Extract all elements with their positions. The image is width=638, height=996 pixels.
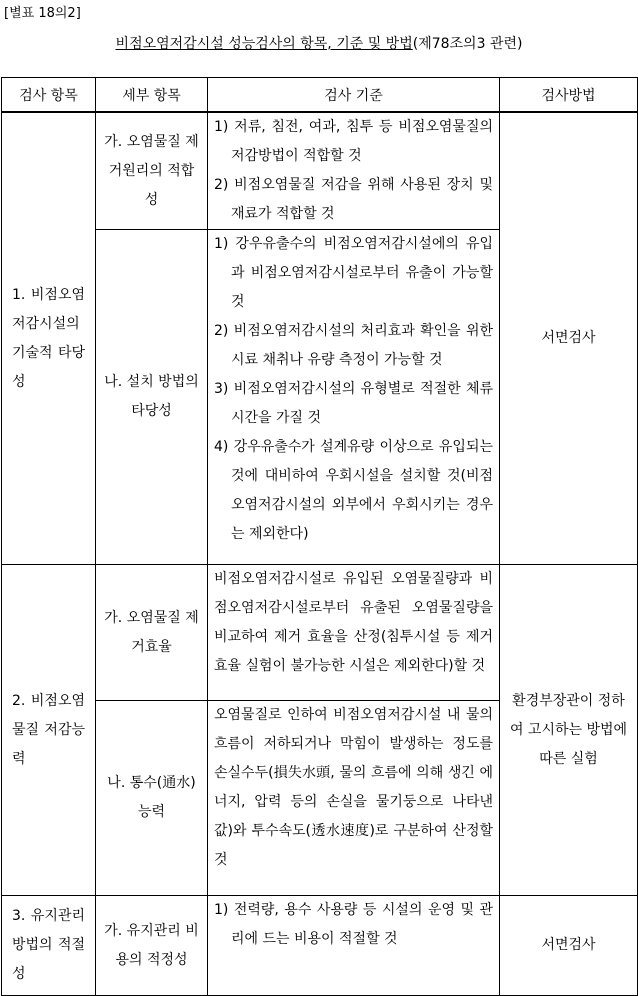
document-title [0, 33, 638, 53]
table-row [2, 565, 638, 701]
inspection-method: 서면검사 [500, 112, 638, 565]
inspection-item: 1. 비점오염저감시설의 기술적 타당성 [2, 112, 96, 565]
criteria-line: 1) 전력량, 용수 사용량 등 시설의 운영 및 관리에 드는 비용이 적절할 것 [214, 902, 493, 947]
annex-label: [별표 18의2] [4, 6, 81, 21]
column-header-detail: 세부 항목 [96, 78, 208, 113]
table-header-row [2, 78, 638, 113]
criteria-line: 2) 비점오염저감시설의 처리효과 확인을 위한 시료 채취나 유량 측정이 가능할 것 [214, 323, 493, 368]
criteria-cell [208, 112, 500, 230]
inspection-method: 환경부장관이 정하여 고시하는 방법에 따른 실험 [500, 565, 638, 896]
criteria-cell [208, 230, 500, 565]
criteria-line: 4) 강우유출수가 설계유량 이상으로 유입되는 것에 대비하여 우회시설을 설치할 것(비점오염저감시설의 외부에서 우회시키는 경우는 제외한다) [214, 439, 493, 542]
detail-item: 나. 설치 방법의 타당성 [96, 230, 208, 565]
criteria-line: 1) 저류, 침전, 여과, 침투 등 비점오염물질의 저감방법이 적합할 것 [214, 119, 493, 164]
criteria-cell [208, 565, 500, 701]
criteria-line: 2) 비점오염물질 저감을 위해 사용된 장치 및 재료가 적합할 것 [214, 177, 493, 222]
criteria-line: 3) 비점오염저감시설의 유형별로 적절한 체류시간을 가질 것 [214, 381, 493, 426]
column-header-item: 검사 항목 [2, 78, 96, 113]
detail-item: 가. 유지관리 비용의 적정성 [96, 896, 208, 996]
detail-item: 가. 오염물질 제거원리의 적합성 [96, 112, 208, 230]
column-header-method: 검사방법 [500, 78, 638, 113]
title-reference: (제78조의3 관련) [412, 36, 523, 52]
inspection-item: 2. 비점오염물질 저감능력 [2, 565, 96, 896]
inspection-method: 서면검사 [500, 896, 638, 996]
table-row [2, 896, 638, 996]
column-header-criteria: 검사 기준 [208, 78, 500, 113]
detail-item: 가. 오염물질 제거효율 [96, 565, 208, 701]
table-row [2, 112, 638, 230]
criteria-cell [208, 701, 500, 896]
criteria-line: 비점오염저감시설로 유입된 오염물질량과 비점오염저감시설로부터 유출된 오염물질량을 비교하여 제거 효율을 산정(침투시설 등 제거효율 실험이 불가능한 시설은 제외한다)할 것 [214, 571, 493, 674]
criteria-cell [208, 896, 500, 996]
criteria-line: 오염물질로 인하여 비점오염저감시설 내 물의 흐름이 저하되거나 막힘이 발생하는 정도를 손실수두(損失水頭, 물의 흐름에 의해 생긴 에너지, 압력 등의 손실을 물기둥으로 나타낸 값)와 투수속도(透水速度)로 구분하여 산정할 것 [214, 707, 493, 868]
title-main: 비점오염저감시설 성능검사의 항목, 기준 및 방법 [115, 36, 413, 52]
criteria-line: 1) 강우유출수의 비점오염저감시설에의 유입과 비점오염저감시설로부터 유출이 가능할 것 [214, 236, 493, 310]
inspection-item: 3. 유지관리 방법의 적절성 [2, 896, 96, 996]
detail-item: 나. 통수(通水) 능력 [96, 701, 208, 896]
criteria-table [1, 77, 638, 996]
